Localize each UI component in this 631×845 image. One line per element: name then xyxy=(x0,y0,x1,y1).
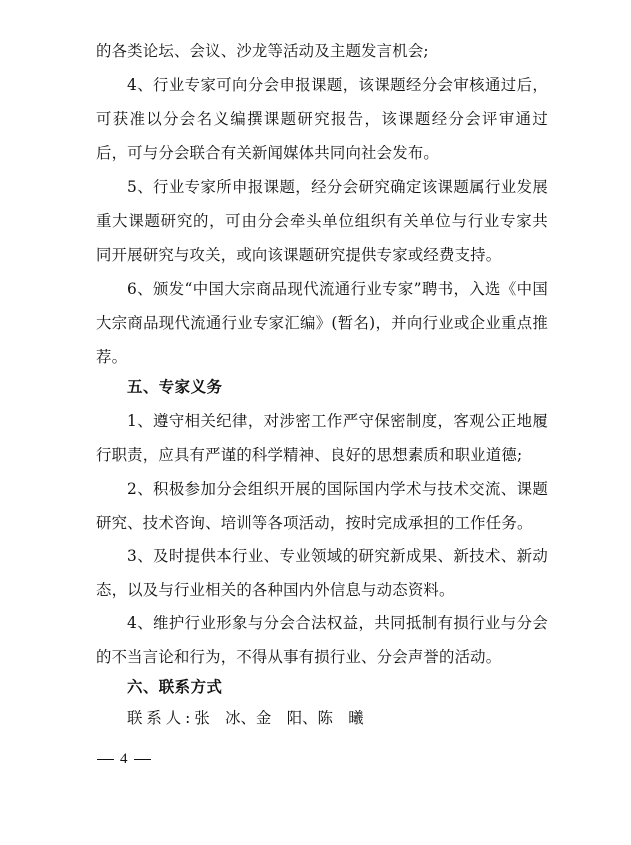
paragraph-item-6-certificate: 6、颁发“中国大宗商品现代流通行业专家”聘书，入选《中国大宗商品现代流通行业专家汇编》(暂名)，并向行业或企业重点推荐。 xyxy=(96,280,548,367)
paragraph-item-5-major-research: 5、行业专家所申报课题，经分会研究确定该课题属行业发展重大课题研究的，可由分会牵头单位组织有关单位与行业专家共同开展研究与攻关，或向该课题研究提供专家或经费支持。 xyxy=(96,178,548,265)
paragraph-obligation-1: 1、遵守相关纪律，对涉密工作严守保密制度，客观公正地履行职责，应具有严谨的科学精神、良好的思想素质和职业道德; xyxy=(96,412,548,465)
page-number-dash-left xyxy=(97,759,114,760)
page-number xyxy=(97,747,151,770)
page-number-value: 4 xyxy=(120,751,128,767)
contact-names: 张 冰、金 阳、陈 曦 xyxy=(194,709,364,727)
section-heading-contact-info: 六、联系方式 xyxy=(127,678,223,696)
paragraph-continuation: 的各类论坛、会议、沙龙等活动及主题发言机会; xyxy=(96,42,429,60)
paragraph-obligation-2: 2、积极参加分会组织开展的国际国内学术与技术交流、课题研究、技术咨询、培训等各项活动，按时完成承担的工作任务。 xyxy=(96,480,548,533)
page-number-dash-right xyxy=(134,759,151,760)
paragraph-obligation-3: 3、及时提供本行业、专业领域的研究新成果、新技术、新动态，以及与行业相关的各种国内外信息与动态资料。 xyxy=(96,547,548,600)
paragraph-obligation-4: 4、维护行业形象与分会合法权益，共同抵制有损行业与分会的不当言论和行为，不得从事有损行业、分会声誉的活动。 xyxy=(96,614,548,667)
contact-line xyxy=(127,701,364,735)
paragraph-item-4-research-topics: 4、行业专家可向分会申报课题，该课题经分会审核通过后，可获准以分会名义编撰课题研究报告，该课题经分会评审通过后，可与分会联合有关新闻媒体共同向社会发布。 xyxy=(96,76,548,163)
section-heading-expert-obligations: 五、专家义务 xyxy=(127,378,223,396)
contact-label: 联系人: xyxy=(127,709,195,727)
